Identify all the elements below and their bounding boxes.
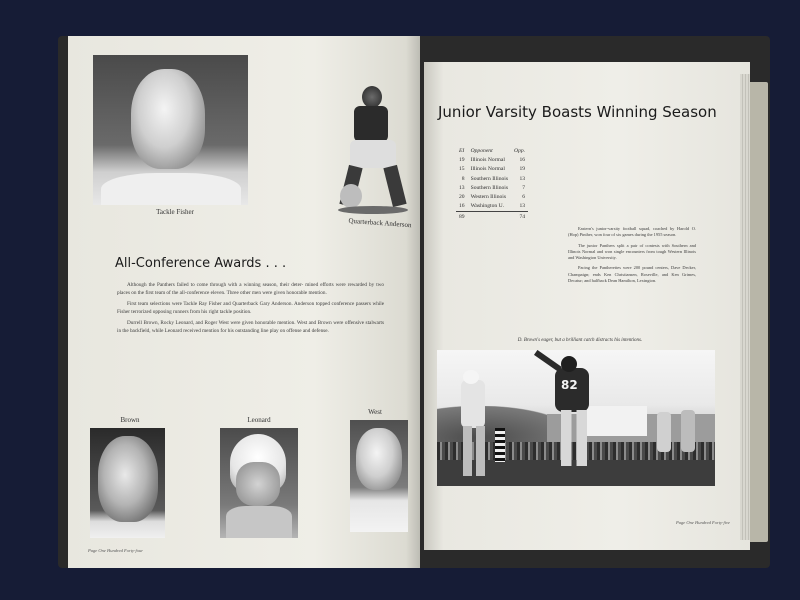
table-row — [456, 174, 528, 183]
distant-player — [657, 412, 671, 452]
table-cell: Illinois Normal — [470, 166, 505, 173]
receiver-helmet — [561, 356, 577, 372]
receiver-player — [555, 368, 589, 412]
column-header: Opp. — [514, 147, 526, 154]
west-label: West — [368, 408, 382, 416]
brown-label: Brown — [120, 416, 140, 424]
jv-scores-table — [456, 146, 528, 221]
leonard-portrait — [220, 428, 298, 538]
jv-body — [568, 226, 696, 288]
table-totals-row — [456, 212, 528, 222]
right-page-number: Page One Hundred Forty-five — [676, 520, 730, 525]
junior-varsity-heading: Junior Varsity Boasts Winning Season — [438, 103, 717, 121]
table-cell: Western Illinois — [470, 194, 507, 201]
all-conference-body — [117, 282, 384, 340]
table-cell: Southern Illinois — [470, 184, 509, 191]
jersey-number: 82 — [561, 378, 578, 392]
column-header: Opponent — [470, 147, 493, 154]
tackle-fisher-photo — [93, 55, 248, 205]
table-cell — [468, 212, 511, 222]
referee — [495, 428, 505, 462]
defender-legs — [463, 426, 485, 476]
jv-paragraph: Pacing the Pantherettes were 200 pound centers, Dave Decker, Champaign; ends Ken Christiansen, Roseville, and Ken Grimes, Decatur; and halfback Dean Hamilton, Lexington. — [568, 265, 696, 284]
quarterback-anderson-caption: Quarterback Anderson — [348, 216, 412, 230]
table-cell: 15 — [459, 166, 465, 173]
table-cell: 7 — [522, 184, 526, 191]
defender-player — [461, 380, 485, 428]
leonard-label: Leonard — [247, 416, 271, 424]
all-conference-paragraph: First team selections were Tackle Ray Fisher and Quarterback Gary Anderson. Anderson topped conference passers while Fisher terrorized opposing runners from his right tackle position. — [117, 301, 384, 315]
action-photo-caption: D. Brown's eager, but a brilliant catch distracts his intentions. — [517, 338, 643, 343]
table-cell: Washington U. — [470, 203, 505, 210]
table-cell: Southern Illinois — [470, 175, 509, 182]
west-portrait — [350, 420, 408, 532]
tent — [587, 406, 647, 436]
football-catch-photo — [437, 350, 715, 486]
tackle-fisher-caption: Tackle Fisher — [156, 208, 194, 216]
table-row — [456, 165, 528, 174]
table-row — [456, 192, 528, 201]
table-header-row — [456, 146, 528, 155]
defender-helmet — [463, 370, 479, 384]
all-conference-heading: All-Conference Awards . . . — [115, 256, 287, 271]
table-cell: 13 — [459, 184, 465, 191]
table-cell: 19 — [459, 156, 465, 163]
distant-player — [681, 410, 695, 452]
table-cell: 16 — [519, 156, 526, 163]
table-cell: 20 — [459, 194, 465, 201]
table-cell: 6 — [522, 194, 526, 201]
jv-paragraph: The junior Panthers split a pair of contests with Southern and Illinois Normal and won single encounters from tough Western Illinois and Washington University. — [568, 242, 696, 261]
brown-portrait — [90, 428, 165, 538]
receiver-arm — [534, 350, 562, 372]
table-cell: 89 — [459, 213, 465, 220]
page-stack-edge — [740, 74, 750, 540]
table-cell: 13 — [519, 203, 526, 210]
receiver-legs — [561, 410, 587, 466]
table-row — [456, 155, 528, 164]
column-header: EI — [459, 147, 465, 154]
table-cell: 8 — [461, 175, 465, 182]
table-cell: Illinois Normal — [470, 156, 505, 163]
all-conference-paragraph: Although the Panthers failed to come through with a winning season, their deter- mined efforts were rewarded by two places on the first team of the all-conference eleven. Three other men were given honorable mention. — [117, 282, 384, 296]
table-cell: 74 — [519, 213, 526, 220]
all-conference-paragraph: Durrell Brown, Rocky Leonard, and Roger West were given honorable mention. West and Brown were offensive stalwarts in the backfield, while Leonard received mention for his outstanding line play on offense and defense. — [117, 320, 384, 334]
left-page-number: Page One Hundred Forty-four — [88, 548, 143, 553]
table-cell: 16 — [459, 203, 465, 210]
quarterback-anderson-photo — [330, 72, 418, 216]
table-row — [456, 183, 528, 192]
jv-paragraph: Eastern's junior-varsity football squad, coached by Harold O. (Hop) Pinther, won four of six games during the 1955 season. — [568, 226, 696, 238]
table-cell: 13 — [519, 175, 526, 182]
table-cell: 19 — [519, 166, 526, 173]
table-row — [456, 202, 528, 212]
